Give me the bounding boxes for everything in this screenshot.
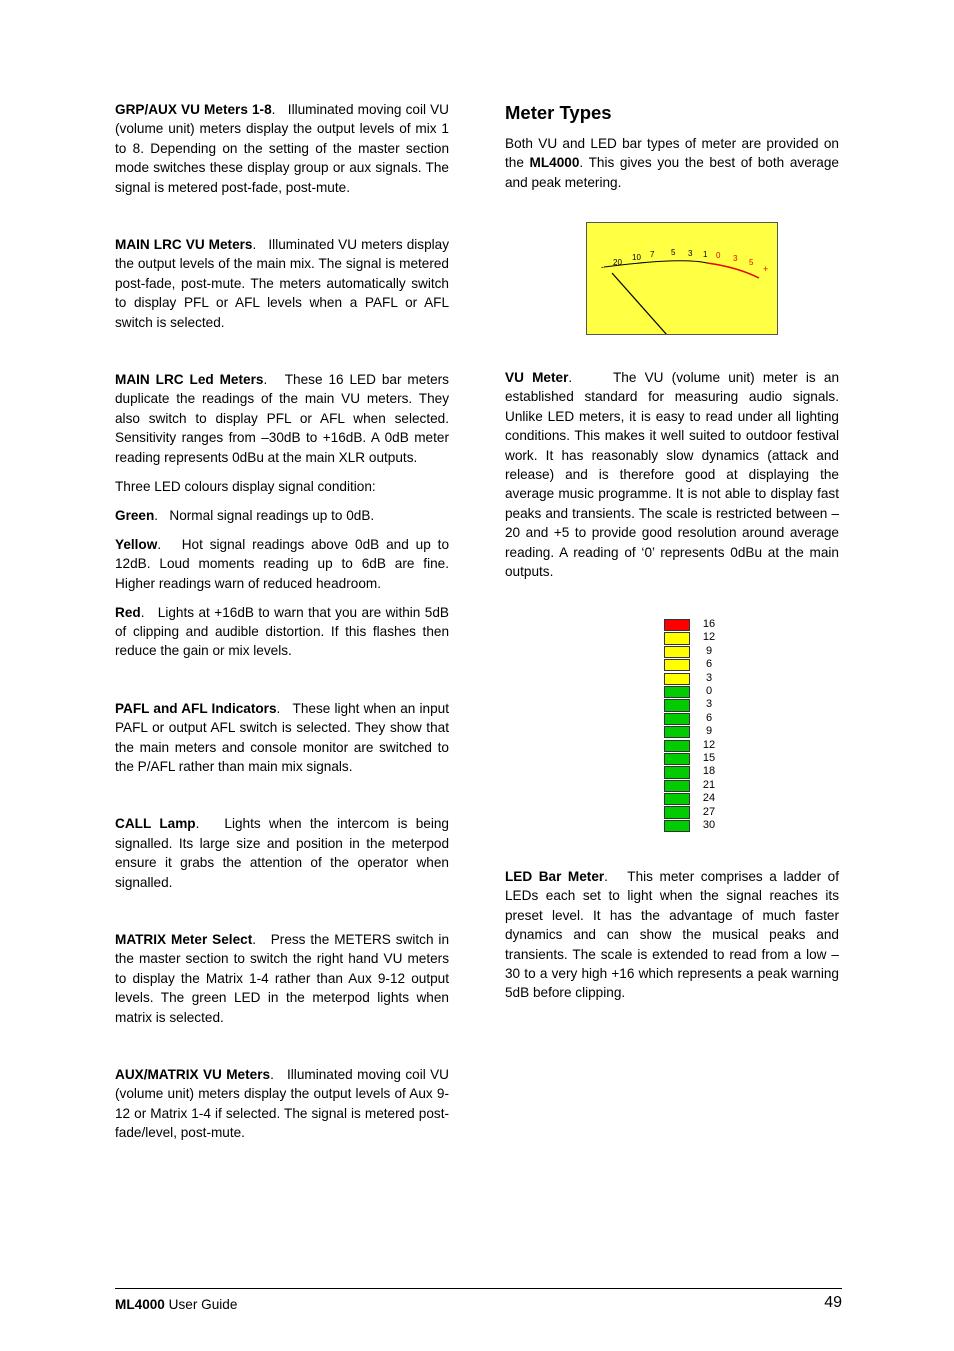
grp-aux-vu-title: GRP/AUX VU Meters 1-8 xyxy=(115,102,272,117)
footer-product: ML4000 xyxy=(115,1297,165,1312)
vu-tick-label: 10 xyxy=(632,253,641,262)
vu-meter-illustration xyxy=(586,222,778,335)
left-column xyxy=(115,100,449,1143)
led-segment xyxy=(664,686,690,698)
pafl-para: PAFL and AFL Indicators. These light when an input PAFL or output AFL switch is selected. They show that the main meters and console monitor are switched to the P/AFL rather than main mix signals. xyxy=(115,700,449,774)
intro-para xyxy=(505,134,839,192)
led-segment xyxy=(664,753,690,765)
led-segment xyxy=(664,780,690,792)
led-segment xyxy=(664,726,690,738)
section-heading: Meter Types xyxy=(505,102,612,123)
led-level-label: 24 xyxy=(702,792,716,805)
led-level-label: 21 xyxy=(702,778,716,791)
aux-matrix-body: Illuminated moving coil VU (volume unit) meters display the output levels of Aux 9-12 or Matrix 1-4 if selected. The signal is metered post-fade/level, post-mute. xyxy=(115,1067,449,1141)
vu-meter-face xyxy=(587,223,777,334)
matrix-select-title: MATRIX Meter Select xyxy=(115,931,253,947)
footer-suffix: User Guide xyxy=(164,1297,238,1312)
led-level-label: 30 xyxy=(702,819,716,831)
led-bar-title: LED Bar Meter xyxy=(505,869,605,884)
aux-matrix-para: AUX/MATRIX VU Meters. Illuminated moving coil VU (volume unit) meters display the output levels of Aux 9-12 or Matrix 1-4 if selected. The signal is metered post-fade/level, post-mute. xyxy=(115,1067,449,1141)
red-title: Red xyxy=(115,604,141,620)
led-level-label: 6 xyxy=(705,658,713,671)
main-lrc-led-para: MAIN LRC Led Meters. These 16 LED bar meters duplicate the readings of the main VU meters. They also switch to display PFL or AFL when selected. Sensitivity ranges from –30dB to +16dB. A 0dB meter reading represents 0dBu at the main XLR outputs. xyxy=(115,372,449,465)
main-lrc-vu-para: MAIN LRC VU Meters. Illuminated VU meters display the output levels of the main mix. The signal is metered post-fade, post-mute. The meters automatically switch to display PFL or AFL levels when a PAFL or AFL switch is selected. xyxy=(115,237,450,330)
vu-tick-label-red: 5 xyxy=(749,258,754,267)
main-lrc-vu-title: MAIN LRC VU Meters xyxy=(115,237,253,253)
vu-plus-sign: + xyxy=(763,264,769,274)
grp-aux-vu-body: Illuminated moving coil VU (volume unit) meters display the output levels of mix 1 to 8. Depending on the setting of the master section mode switches these display group or aux signals. The signal is metered post-fade, post-mute. xyxy=(115,102,449,195)
call-lamp-title: CALL Lamp xyxy=(115,816,196,832)
green-body: Normal signal readings up to 0dB. xyxy=(169,507,375,523)
matrix-select-para: MATRIX Meter Select. Press the METERS switch in the master section to switch the right hand VU meters to display the Matrix 1-4 rather than Aux 9-12 output levels. The green LED in the meterpod lights when matrix is selected. xyxy=(115,931,450,1025)
intro-product: ML4000 xyxy=(529,155,580,171)
led-segment xyxy=(664,632,690,644)
pafl-body: These light when an input PAFL or output AFL switch is selected. They show that the main meters and console monitor are switched to the P/AFL rather than main mix signals. xyxy=(115,700,449,774)
main-lrc-led-body: These 16 LED bar meters duplicate the readings of the main VU meters. They also switch to display PFL or AFL when selected. Sensitivity ranges from –30dB to +16dB. A 0dB meter reading represents 0dBu at the main XLR outputs. xyxy=(115,372,449,465)
led-segment xyxy=(664,740,690,752)
led-segment xyxy=(664,699,690,711)
right-column xyxy=(505,100,839,192)
led-segment xyxy=(664,793,690,805)
vu-needle xyxy=(612,273,667,334)
vu-tick-label-red: 0 xyxy=(716,251,721,260)
vu-tick-label: 1 xyxy=(703,250,708,259)
vu-tick-label: 7 xyxy=(650,250,655,259)
call-lamp-para: CALL Lamp. Lights when the intercom is being signalled. Its large size and position in the meterpod ensure it grabs the attention of the operator when signalled. xyxy=(115,816,449,890)
vu-tick-label: 3 xyxy=(688,249,693,258)
call-lamp-body: Lights when the intercom is being signalled. Its large size and position in the meterpod ensure it grabs the attention of the operator when signalled. xyxy=(115,816,449,890)
intro-text-c: . This gives you the best of both average and peak metering. xyxy=(505,155,839,190)
yellow-body: Hot signal readings above 0dB and up to 12dB. Loud moments reading up to 6dB are fine. Higher readings warn of reduced headroom. xyxy=(115,536,450,591)
led-bar-body: This meter comprises a ladder of LEDs each set to light when the signal reaches its preset level. It has the advantage of much faster dynamics and can show the musical peaks and transients. The scale is extended to read from a low –30 to a very high +16 which represents a peak warning 5dB before clipping. xyxy=(505,869,839,1001)
aux-matrix-title: AUX/MATRIX VU Meters xyxy=(115,1067,271,1082)
led-segment xyxy=(664,659,690,671)
led-segment xyxy=(664,806,690,818)
led-level-label: 16 xyxy=(702,618,716,630)
led-bar-section xyxy=(505,867,839,1003)
vu-tick-label: 20 xyxy=(613,258,622,267)
led-segment xyxy=(664,619,690,631)
led-segment xyxy=(664,766,690,778)
red-body: Lights at +16dB to warn that you are within 5dB of clipping and audible distortion. If this flashes then reduce the gain or mix levels. xyxy=(115,604,449,659)
led-level-label: 18 xyxy=(702,765,716,778)
vu-meter-title: VU Meter xyxy=(505,370,569,385)
led-level-label: 15 xyxy=(702,752,716,764)
led-level-label: 9 xyxy=(705,725,713,738)
footer-rule xyxy=(115,1288,842,1289)
green-title: Green xyxy=(115,507,155,523)
led-level-label: 12 xyxy=(702,738,716,751)
led-level-label: 3 xyxy=(705,671,713,684)
pafl-title: PAFL and AFL Indicators xyxy=(115,700,277,716)
page-number: 49 xyxy=(824,1294,842,1311)
three-led-para: Three LED colours display signal condition: xyxy=(115,478,376,494)
vu-minus-sign: - xyxy=(601,262,604,272)
led-level-label: 6 xyxy=(705,711,713,724)
vu-meter-body: The VU (volume unit) meter is an established standard for measuring audio signals. Unlike LED meters, it is easy to read under all lighting conditions. This makes it well suited to outdoor festival work. It has reasonably slow dynamics (attack and release) and is therefore good at displaying the average music programme. It is not able to display fast peaks and transients. The scale is restricted between –20 and +5 to provide good resolution around average reading. A reading of ‘0’ represents 0dBu at the main outputs. xyxy=(505,370,840,580)
vu-tick-label-red: 3 xyxy=(733,254,738,263)
intro-text-a: Both VU and LED bar types of meter are provided on the xyxy=(505,136,839,171)
main-lrc-led-title: MAIN LRC Led Meters xyxy=(115,372,264,388)
led-bar-meter xyxy=(664,618,716,833)
led-level-label: 9 xyxy=(705,644,713,657)
led-segment xyxy=(664,673,690,685)
grp-aux-vu-para: GRP/AUX VU Meters 1-8. Illuminated moving coil VU (volume unit) meters display the output levels of mix 1 to 8. Depending on the setting of the master section mode switches these display group or aux signals. The signal is metered post-fade, post-mute. xyxy=(115,102,449,195)
yellow-para: Yellow. Hot signal readings above 0dB and up to 12dB. Loud moments reading up to 6dB are fine. Higher readings warn of reduced headroom. xyxy=(115,536,450,591)
led-segment xyxy=(664,646,690,658)
led-level-label: 0 xyxy=(705,685,713,697)
vu-meter-para: VU Meter. The VU (volume unit) meter is an established standard for measuring audio signals. Unlike LED meters, it is easy to read under all lighting conditions. This makes it well suited to outdoor festival work. It has reasonably slow dynamics (attack and release) and is therefore good at displaying the average music programme. It is not able to display fast peaks and transients. The scale is restricted between –20 and +5 to provide good resolution around average reading. A reading of ‘0’ represents 0dBu at the main outputs. xyxy=(505,370,840,580)
led-level-label: 3 xyxy=(705,698,713,711)
green-para: Green. Normal signal readings up to 0dB. xyxy=(115,507,375,523)
led-bar-para: LED Bar Meter. This meter comprises a ladder of LEDs each set to light when the signal reaches its preset level. It has the advantage of much faster dynamics and can show the musical peaks and transients. The scale is extended to read from a low –30 to a very high +16 which represents a peak warning 5dB before clipping. xyxy=(505,869,839,1001)
footer-title xyxy=(115,1297,237,1312)
vu-meter-section xyxy=(505,368,839,581)
yellow-title: Yellow xyxy=(115,536,158,552)
led-segment xyxy=(664,820,690,832)
led-level-label: 12 xyxy=(702,631,716,644)
vu-tick-label: 5 xyxy=(671,248,676,257)
main-lrc-vu-body: Illuminated VU meters display the output levels of the main mix. The signal is metered post-fade, post-mute. The meters automatically switch to display PFL or AFL levels when a PAFL or AFL switch is selected. xyxy=(115,237,450,330)
matrix-select-body: Press the METERS switch in the master section to switch the right hand VU meters to display the Matrix 1-4 rather than Aux 9-12 output levels. The green LED in the meterpod lights when matrix is selected. xyxy=(115,931,450,1025)
led-segment xyxy=(664,713,690,725)
led-level-label: 27 xyxy=(702,805,716,818)
red-para: Red. Lights at +16dB to warn that you are within 5dB of clipping and audible distortion. If this flashes then reduce the gain or mix levels. xyxy=(115,604,449,659)
